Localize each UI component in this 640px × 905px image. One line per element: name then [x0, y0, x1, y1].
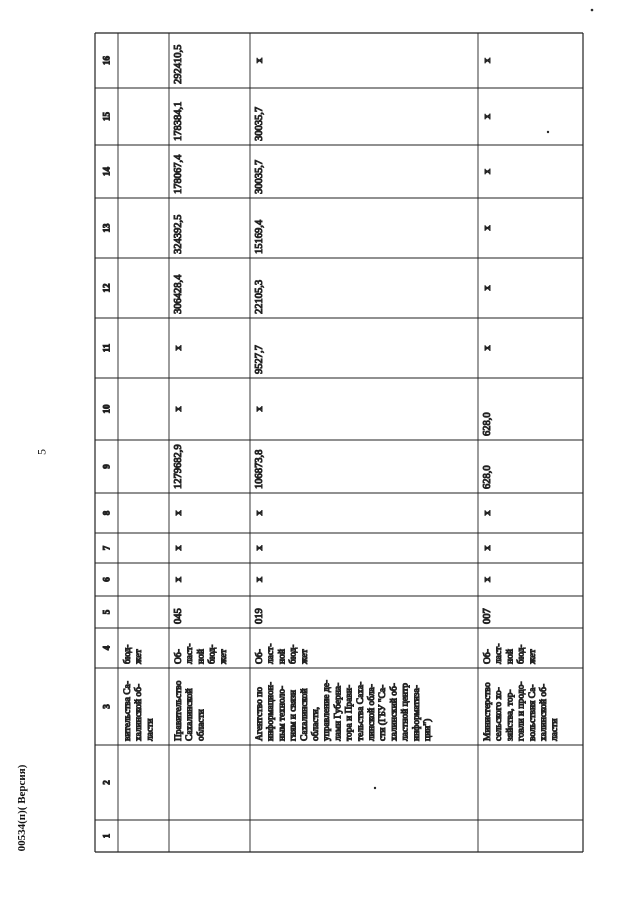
cell-value-col7: x — [173, 545, 184, 551]
cell-value-col16: 292410,5 — [173, 44, 184, 84]
header-number-5: 5 — [101, 609, 112, 615]
cell-value-col12: x — [482, 285, 493, 291]
cell-line: области — [196, 709, 207, 741]
cell-line: линской обла- — [367, 684, 377, 741]
header-number-13: 13 — [101, 223, 112, 233]
cell-value-col8: x — [482, 510, 493, 516]
cell-value-col10: x — [173, 406, 184, 412]
cell-value-col14: x — [482, 168, 493, 175]
cell-line: Об- — [174, 649, 184, 664]
cell-line: ной — [505, 649, 516, 664]
cell-line: вительства Са- — [123, 680, 133, 741]
cell-value-col11: 9527,7 — [254, 345, 265, 374]
cell-value-col7: x — [254, 545, 265, 551]
cell-line: тора и Прави- — [344, 684, 355, 741]
cell-value-col16: x — [482, 57, 493, 64]
cell-value-col14: 178067,4 — [173, 154, 184, 194]
cell-line: области, — [311, 706, 321, 741]
cell-value-col11: x — [482, 345, 493, 351]
header-number-8: 8 — [101, 510, 112, 516]
header-number-7: 7 — [101, 545, 112, 551]
scan-specks — [374, 9, 593, 789]
table-row — [122, 645, 155, 741]
budget-cell — [122, 645, 144, 665]
budget-cell — [254, 644, 310, 666]
header-number-15: 15 — [101, 112, 112, 121]
cell-value-col15: x — [482, 113, 493, 120]
cell-value-col10: x — [254, 406, 265, 412]
cell-line: информацион- — [266, 681, 277, 741]
cell-line: ной — [277, 649, 288, 664]
cell-line: информатиза- — [411, 685, 422, 741]
cell-line: жет — [527, 649, 538, 664]
header-number-12: 12 — [101, 283, 112, 293]
cell-line: ласт- — [494, 643, 505, 664]
cell-line: ной — [196, 649, 207, 664]
cell-value-col8: x — [173, 510, 184, 516]
cell-value-col11: x — [173, 345, 184, 351]
cell-value-col15: 178384,1 — [173, 101, 184, 141]
cell-line: тельства Саха- — [355, 681, 366, 741]
table-header-numbers — [102, 56, 112, 839]
cell-line: жет — [218, 649, 229, 664]
org-name-cell — [255, 680, 433, 741]
cell-value-col14: 30035,7 — [254, 159, 265, 194]
cell-line: халинский об- — [389, 683, 400, 741]
cell-value-col9: 106873,8 — [254, 449, 265, 489]
cell-line: говли и продо- — [516, 681, 527, 741]
table-body — [122, 45, 560, 741]
header-number-14: 14 — [101, 167, 112, 176]
page-number: 5 — [34, 449, 49, 455]
cell-line: Правительство — [174, 680, 184, 741]
cell-line: ластной центр — [400, 682, 411, 741]
budget-cell — [173, 644, 229, 666]
cell-line: жет — [299, 649, 310, 664]
cell-value-col10: 628,0 — [482, 412, 493, 436]
cell-line: Об- — [483, 649, 493, 664]
cell-line: ласти — [550, 718, 561, 741]
cell-line: бюд- — [516, 644, 527, 664]
budget-cell — [482, 644, 538, 666]
cell-line: ласти — [145, 718, 156, 741]
org-name-cell — [123, 681, 155, 741]
header-number-3: 3 — [101, 704, 112, 709]
cell-line: Об- — [255, 649, 265, 664]
cell-line: жет — [134, 649, 145, 664]
cell-line: зяйства, тор- — [505, 689, 516, 741]
cell-line: Агентство по — [255, 687, 265, 741]
header-number-2: 2 — [101, 780, 112, 785]
cell-line: бюд- — [288, 644, 299, 664]
cell-line: ным техноло- — [277, 685, 288, 741]
cell-value-col16: x — [254, 57, 265, 64]
cell-line: гиям и связи — [288, 690, 299, 741]
cell-line: управление де- — [322, 679, 333, 741]
cell-value-col13: 324392,5 — [173, 214, 184, 254]
cell-line: бюд- — [207, 644, 218, 664]
cell-line: сельского хо- — [494, 687, 505, 741]
cell-value-col12: 22105,3 — [254, 279, 265, 314]
cell-line: ласт- — [185, 643, 196, 664]
table-row — [254, 57, 433, 741]
header-number-9: 9 — [101, 464, 112, 469]
header-number-4: 4 — [101, 645, 112, 651]
cell-value-col6: x — [254, 576, 265, 583]
cell-value-col7: x — [482, 545, 493, 551]
cell-value-col5: 007 — [482, 608, 493, 624]
header-number-1: 1 — [101, 833, 112, 839]
cell-value-col5: 045 — [173, 608, 184, 624]
cell-line: лами Губерна- — [333, 682, 344, 741]
cell-line: Сахалинской — [185, 688, 196, 741]
cell-value-col6: x — [173, 576, 184, 583]
cell-line: Министерство — [483, 682, 493, 741]
cell-line: бюд- — [123, 644, 133, 664]
cell-line: ции") — [423, 718, 433, 741]
org-name-cell — [483, 682, 560, 742]
header-number-16: 16 — [101, 56, 112, 65]
cell-value-col15: 30035,7 — [254, 106, 265, 141]
header-number-11: 11 — [101, 343, 112, 353]
cell-value-col13: 15169,4 — [254, 219, 265, 254]
cell-value-col9: 628,0 — [482, 465, 493, 489]
document-code: 00534(п)( Версия) — [16, 764, 28, 852]
cell-value-col8: x — [254, 510, 265, 516]
header-number-10: 10 — [101, 404, 112, 414]
cell-value-col12: 306428,4 — [173, 274, 184, 314]
cell-value-col13: x — [482, 225, 493, 231]
table-row — [482, 57, 560, 741]
table-row — [173, 45, 229, 741]
cell-value-col9: 1279682,9 — [173, 444, 184, 489]
cell-line: ласт- — [266, 643, 277, 664]
cell-line: халинской об- — [134, 683, 145, 741]
cell-line: вольствия Са- — [527, 684, 538, 741]
header-number-6: 6 — [101, 577, 112, 582]
cell-line: сти (ГБУ "Са- — [378, 684, 389, 741]
cell-value-col5: 019 — [254, 608, 265, 624]
cell-line: Сахалинской — [299, 688, 310, 741]
cell-value-col6: x — [482, 576, 493, 583]
org-name-cell — [174, 680, 206, 741]
cell-line: халинской об- — [539, 683, 549, 741]
